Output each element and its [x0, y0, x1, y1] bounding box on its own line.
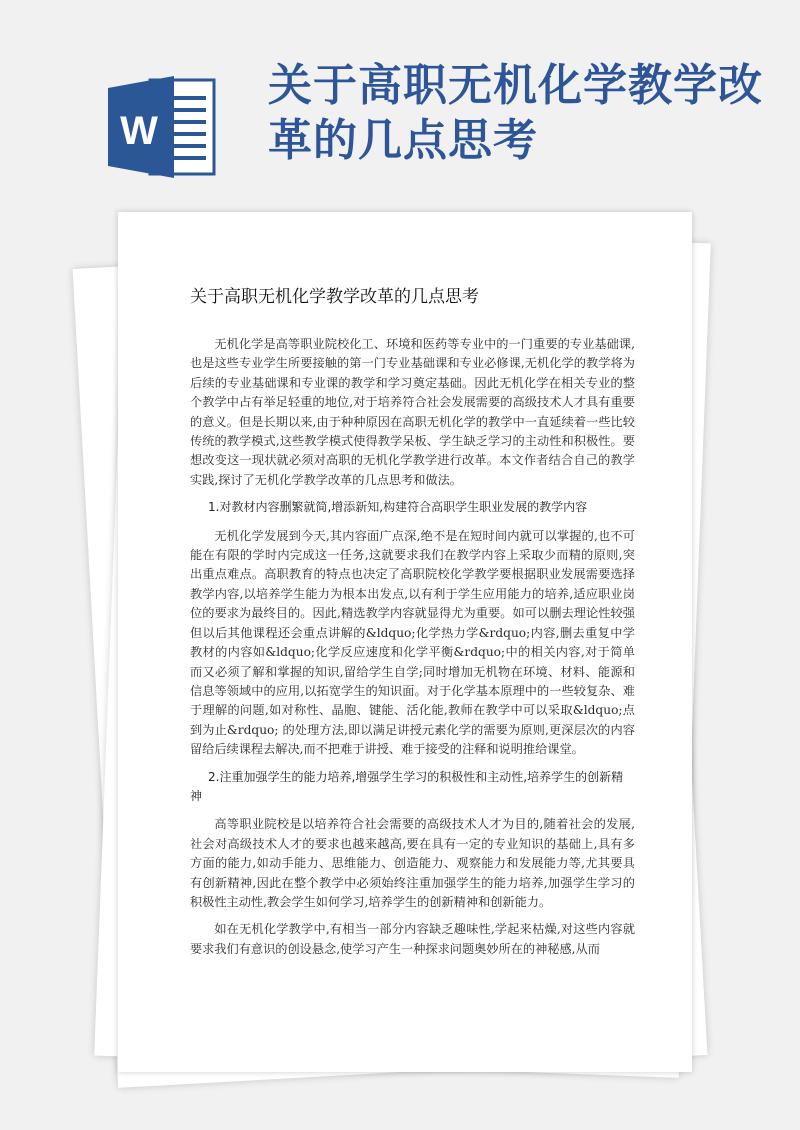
paragraph-section-1: 无机化学发展到今天,其内容面广点深,绝不是在短时间内就可以掌握的,也不可能在有限的学时内完成这一任务,这就要求我们在教学内容上采取少而精的原则,突出重点难点。高职教育的特点也决定了高职院校化学教学要根据职业发展需要选择教学内容,以培养学生能力为根本出发点,以有利于学生应用能力的培养,适应职业岗位的要求为最终目的。因此,精选教学内容就显得尤为重要。如可以删去理论性较强但以后其他课程还会重点讲解的&ldquo;化学热力学&rdquo;内容,删去重复中学教材的内容如&ldquo;化学反应速度和化学平衡&rdquo;中的相关内容,对于简单而又必须了解和掌握的知识,留给学生自学;同时增加无机物在环境、材料、能源和信息等领域中的应用,以拓宽学生的知识面。对于化学基本原理中的一些较复杂、难于理解的问题,如对称性、晶胞、键能、活化能,教师在教学中可以采取&ldquo;点到为止&rdquo; 的处理方法,即以满足讲授元素化学的需要为原则,更深层次的内容留给后续课程去解决,而不把难于讲授、难于接受的注释和说明推给课堂。: [190, 528, 635, 757]
section-heading-2: 2.注重加强学生的能力培养,增强学生学习的积极性和主动性,培养学生的创新精神: [190, 769, 624, 803]
document-page: [118, 212, 692, 1072]
document-content: [190, 282, 635, 967]
banner-title: 关于高职无机化学教学改革的几点思考: [268, 60, 763, 166]
document-title: 关于高职无机化学教学改革的几点思考: [190, 287, 479, 307]
section-heading-1: 1.对教材内容删繁就简,增添新知,构建符合高职学生职业发展的教学内容: [208, 500, 588, 515]
word-icon-letter: W: [120, 109, 158, 153]
paragraph-section-2a: 高等职业院校是以培养符合社会需要的高级技术人才为目的,随着社会的发展,社会对高级技术人才的要求也越来越高,要在具有一定的专业知识的基础上,具有多方面的能力,如动手能力、思维能力、创造能力、观察能力和发展能力等,尤其要具有创新精神,因此在整个教学中必须始终注重加强学生的能力培养,加强学生学习的积极性主动性,教会学生如何学习,培养学生的创新精神和创新能力。: [190, 817, 635, 909]
paragraph-section-2b: 如在无机化学教学中,有相当一部分内容缺乏趣味性,学起来枯燥,对这些内容就要求我们有意识的创设悬念,使学习产生一种探求问题奥妙所在的神秘感,从而: [190, 922, 635, 956]
paragraph-intro: 无机化学是高等职业院校化工、环境和医药等专业中的一门重要的专业基础课,也是这些专业学生所要接触的第一门专业基础课和专业必修课,无机化学的教学将为后续的专业基础课和专业课的教学和学习奠定基础。因此无机化学在相关专业的整个教学中占有举足轻重的地位,对于培养符合社会发展需要的高级技术人才具有重要的意义。但是长期以来,由于种种原因在高职无机化学的教学中一直延续着一些比较传统的教学模式,这些教学模式使得教学呆板、学生缺乏学习的主动性和积极性。要想改变这一现状就必须对高职的无机化学教学进行改革。本文作者结合自己的教学实践,探讨了无机化学教学改革的几点思考和做法。: [190, 337, 635, 487]
word-document-icon: [108, 72, 218, 182]
banner-header: [0, 0, 800, 200]
